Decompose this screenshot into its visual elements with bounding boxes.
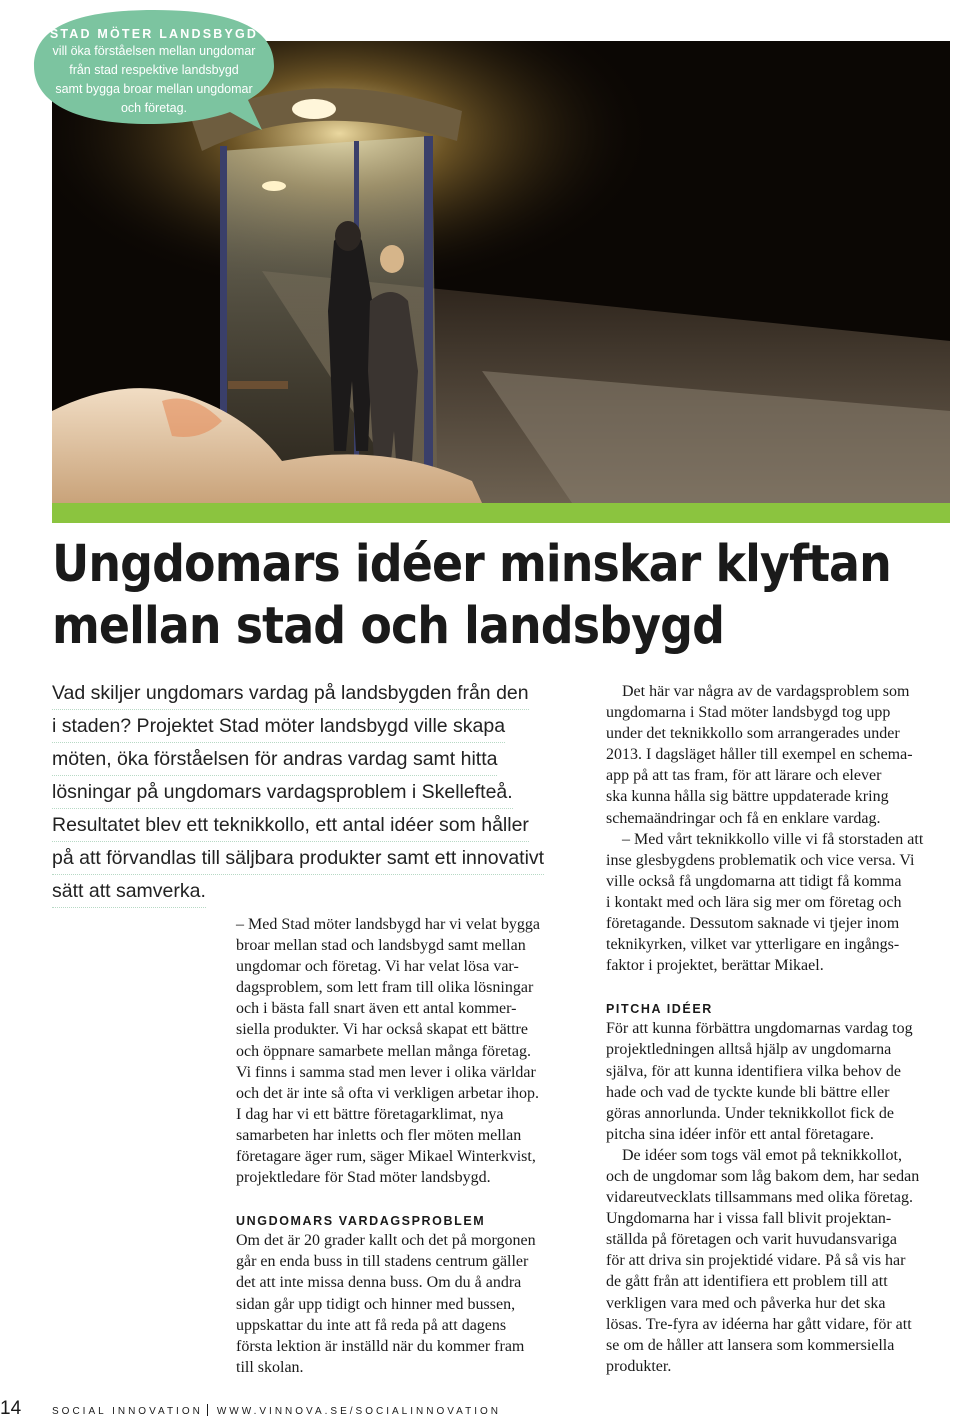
body-line: Om det är 20 grader kallt och det på morgonen — [236, 1232, 536, 1250]
body-line: företagare äger rum, säger Mikael Winterkvist, — [236, 1148, 536, 1166]
body-paragraph — [606, 1145, 958, 1377]
body-line: schemaändringar och få en enklare vardag. — [606, 809, 881, 827]
body-line: – Med vårt teknikkollo ville vi få storstaden att — [622, 830, 924, 848]
body-paragraph — [606, 829, 958, 977]
body-line: – Med Stad möter landsbygd har vi velat bygga — [236, 916, 540, 933]
body-line: och de ungdomar som låg bakom dem, har sedan — [606, 1167, 920, 1185]
callout-title: STAD MÖTER LANDSBYGD — [49, 27, 259, 41]
body-line: själva, för att kunna identifiera vilka behov de — [606, 1062, 902, 1080]
body-line: ungdomar och företag. Vi har velat lösa var- — [236, 958, 519, 976]
callout-line: och företag. — [120, 101, 187, 115]
body-line: projektledare för Stad möter landsbygd. — [236, 1169, 491, 1187]
body-line: ville också få ungdomarna att tidigt få komma — [606, 872, 902, 890]
lead-line: lösningar på ungdomars vardagsproblem i Skellefteå. — [52, 776, 513, 809]
lead-paragraph — [52, 677, 592, 908]
body-line: går en enda buss in till stadens centrum gäller — [236, 1253, 529, 1271]
footer-url: WWW.VINNOVA.SE/SOCIALINNOVATION — [216, 1406, 501, 1417]
body-line: faktor i projektet, berättar Mikael. — [606, 957, 824, 975]
right-column — [606, 681, 958, 1377]
publication-name: SOCIAL INNOVATION — [52, 1406, 203, 1417]
green-divider-bar — [52, 503, 950, 523]
body-line: verkligen vara med och påverka hur det ska — [606, 1294, 886, 1312]
body-line: Ungdomarna har i vissa fall blivit projektan- — [606, 1210, 892, 1228]
body-line: inse glesbygdens problematik och vice versa. Vi — [606, 851, 915, 869]
body-line: hade och vad de tyckte kunde bli bättre eller — [606, 1083, 890, 1101]
body-line: 2013. I dagsläget håller till exempel en schema- — [606, 746, 913, 764]
body-line: projektledningen alltså hjälp av ungdomarna — [606, 1041, 892, 1059]
section-subhead: UNGDOMARS VARDAGSPROBLEM — [236, 1214, 486, 1229]
body-line: teknikyrken, vilket var ytterligare en ingångs- — [606, 936, 900, 954]
page-number: 14 — [0, 1398, 22, 1419]
lead-line: Vad skiljer ungdomars vardag på landsbygden från den — [52, 677, 529, 710]
lead-line: möten, öka förståelsen för andras vardag samt hitta — [52, 743, 497, 776]
middle-column — [236, 914, 581, 1378]
body-line: Det här var några av de vardagsproblem som — [622, 683, 910, 700]
body-line: göras annorlunda. Under teknikkollot fick de — [606, 1104, 894, 1122]
page-footer — [52, 1404, 501, 1417]
lead-line: i staden? Projektet Stad möter landsbygd ville skapa — [52, 710, 505, 743]
callout-bubble — [30, 8, 278, 132]
body-line: siella produkter. Vi har också skapat ett bättre — [236, 1021, 528, 1039]
callout-line: samt bygga broar mellan ungdomar — [55, 82, 253, 96]
lead-line: på att förvandlas till säljbara produkter samt ett innovativt — [52, 842, 544, 875]
body-line: i kontakt med och lära sig mer om företag och — [606, 893, 902, 911]
footer-divider — [207, 1404, 208, 1416]
body-line: De idéer som togs väl emot på teknikkollot, — [622, 1146, 902, 1164]
body-line: för att driva sin projektidé vidare. På så vis har — [606, 1252, 906, 1270]
callout-line: från stad respektive landsbygd — [69, 63, 239, 77]
body-line: samarbeten har inletts och fler möten mellan — [236, 1126, 522, 1144]
headline-line: mellan stad och landsbygd — [52, 597, 725, 656]
body-line: under det teknikkollo som arrangerades under — [606, 725, 900, 743]
body-line: vidareutvecklats tillsammans med olika företag. — [606, 1189, 914, 1207]
body-line: pitcha sina idéer inför ett antal företagare. — [606, 1125, 874, 1143]
body-line: lösas. Tre-fyra av idéerna har gått vidare, för att — [606, 1315, 912, 1333]
lead-line: Resultatet blev ett teknikkollo, ett antal idéer som håller — [52, 809, 529, 842]
callout-body — [38, 42, 270, 118]
body-line: dagsproblem, som lett fram till olika lösningar — [236, 979, 534, 997]
callout-line: vill öka förståelsen mellan ungdomar — [52, 44, 256, 58]
body-paragraph — [606, 1018, 958, 1145]
body-line: och i bästa fall snart även ett antal kommer- — [236, 1000, 517, 1018]
lead-line: sätt att samverka. — [52, 875, 206, 908]
body-line: Vi finns i samma stad men lever i olika världar — [236, 1063, 536, 1081]
article-headline — [52, 534, 891, 658]
body-line: broar mellan stad och landsbygd samt mellan — [236, 937, 526, 955]
body-line: och öppnare samarbete mellan många företag. — [236, 1042, 531, 1060]
body-line: det att inte missa denna buss. Om du å andra — [236, 1274, 522, 1292]
section-subhead: PITCHA IDÉER — [606, 1002, 713, 1017]
body-line: För att kunna förbättra ungdomarnas vardag tog — [606, 1020, 913, 1038]
body-line: sidan går upp tidigt och hinner med bussen, — [236, 1295, 516, 1313]
body-paragraph — [606, 681, 958, 829]
body-line: och det är inte så ofta vi verkligen arbetar ihop. — [236, 1084, 539, 1102]
body-line: ungdomarna i Stad möter landsbygd tog upp — [606, 704, 891, 722]
body-line: I dag har vi ett bättre företagarklimat, nya — [236, 1105, 504, 1123]
section-paragraph — [236, 1230, 581, 1378]
body-line: ställda på företagen och varit huvudansvariga — [606, 1231, 897, 1249]
body-line: till skolan. — [236, 1358, 304, 1376]
body-line: första lektion är inställd när du kommer fram — [236, 1337, 525, 1355]
body-line: produkter. — [606, 1357, 672, 1375]
body-line: företagande. Dessutom saknade vi tjejer inom — [606, 915, 900, 933]
body-line: se om de håller att lansera som kommersiella — [606, 1336, 895, 1354]
quote-paragraph — [236, 914, 581, 1188]
body-line: uppskattar du inte att få reda på att dagens — [236, 1316, 507, 1334]
headline-line: Ungdomars idéer minskar klyftan — [52, 535, 891, 594]
body-line: de gått från att identifiera ett problem till att — [606, 1273, 888, 1291]
body-line: ska kunna hålla sig bättre uppdaterade kring — [606, 788, 889, 806]
body-line: app på att tas fram, för att lärare och elever — [606, 767, 882, 785]
